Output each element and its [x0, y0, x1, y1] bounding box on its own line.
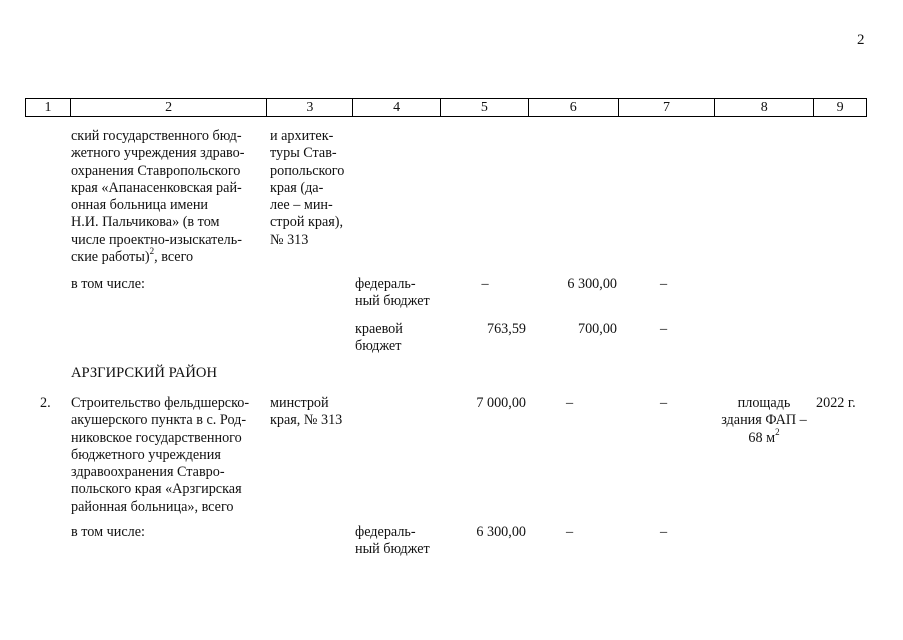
header-col-9: 9 — [836, 100, 844, 115]
row1-object-line: ский государственного бюд- — [71, 128, 242, 144]
row1-object-line: края «Апанасенковская рай- — [71, 179, 242, 196]
header-col-4: 4 — [353, 99, 441, 116]
header-col-2: 2 — [71, 99, 268, 116]
row2-object-line: польского края «Арзгирская — [71, 481, 242, 498]
row1-object-line-last: ские работы)$^2$, всего — [71, 246, 194, 266]
row2-col7: – — [660, 395, 668, 411]
row1-federal-col5: – — [481, 276, 489, 292]
row1-regional-budget-label: краевой бюджет — [355, 321, 403, 355]
row2-including-label: в том числе: — [71, 524, 145, 540]
row1-federal-col7: – — [660, 276, 668, 292]
row2-col5: 7 000,00 — [476, 395, 526, 411]
row2-federal-col6: – — [566, 524, 574, 540]
header-col-5: 5 — [441, 99, 529, 116]
row2-object-line: районная больница», всего — [71, 498, 234, 515]
row1-object-line: онная больница имени — [71, 197, 208, 214]
row1-including-label: в том числе: — [71, 276, 145, 292]
page-number: 2 — [857, 32, 865, 48]
row1-object-line: жетного учреждения здраво- — [71, 145, 245, 162]
row2-year: 2022 г. — [816, 395, 856, 411]
row2-federal-budget-label: федераль- ный бюджет — [355, 524, 430, 558]
row1-customer: и архитек- туры Став- ропольского края (да- лее – мин- строй края), № 313 — [270, 128, 345, 248]
row1-regional-col7: – — [660, 321, 668, 337]
header-col-7: 7 — [619, 99, 716, 116]
row2-capacity: площадь здания ФАП – 68 $м^2$ — [721, 395, 807, 446]
row2-col6: – — [566, 395, 574, 411]
row1-object-line: числе проектно-изыскатель- — [71, 231, 242, 248]
footnote-marker: 2 — [149, 246, 155, 257]
row2-federal-col5: 6 300,00 — [476, 524, 526, 540]
row2-object-line: бюджетного учреждения — [71, 446, 221, 463]
table-header-row — [25, 98, 867, 117]
row1-federal-col6: 6 300,00 — [567, 276, 617, 292]
district-heading: АРЗГИРСКИЙ РАЙОН — [71, 365, 218, 381]
row2-object-line: здравоохранения Ставро- — [71, 464, 225, 481]
row1-federal-budget-label: федераль- ный бюджет — [355, 276, 430, 310]
row1-object-name — [71, 128, 263, 266]
row1-object-line: Н.И. Пальчикова» (в том — [71, 214, 220, 231]
row2-customer: минстрой края, № 313 — [270, 395, 343, 429]
row2-federal-col7: – — [660, 524, 668, 540]
header-col-1: 1 — [26, 99, 71, 116]
row2-object-line: никовское государственного — [71, 429, 242, 446]
header-col-6: 6 — [529, 99, 619, 116]
row2-object-line: акушерского пункта в с. Род- — [71, 412, 247, 429]
row1-regional-col6: 700,00 — [577, 321, 617, 337]
header-col-3: 3 — [267, 99, 353, 116]
row2-number: 2. — [40, 395, 51, 411]
row2-object-name — [71, 395, 262, 516]
header-col-8: 8 — [715, 99, 814, 116]
row1-regional-col5: 763,59 — [486, 321, 526, 337]
row2-object-line: Строительство фельдшерско- — [71, 395, 250, 411]
row1-object-line: охранения Ставропольского — [71, 162, 241, 179]
